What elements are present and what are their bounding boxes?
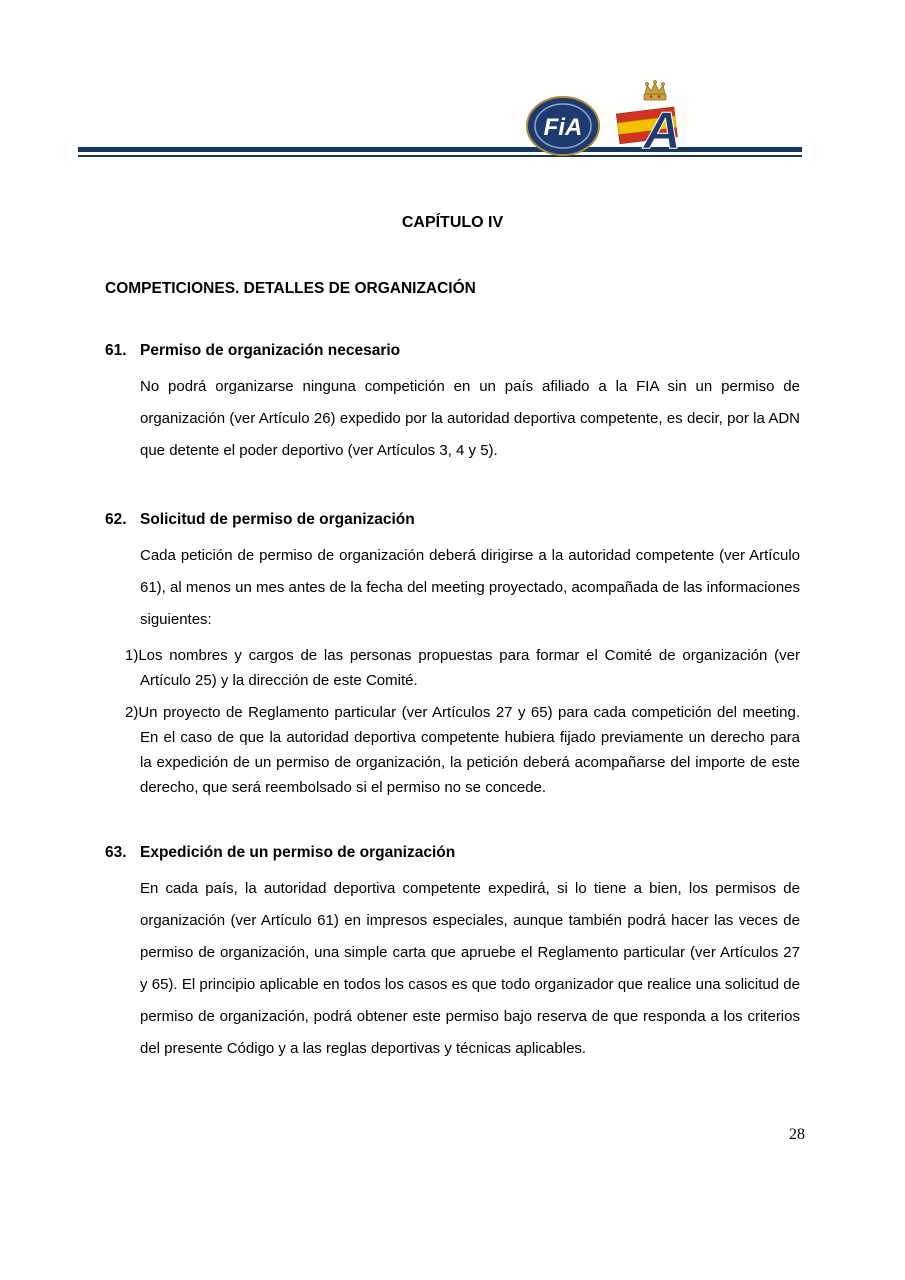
document-body [0,214,905,1065]
article-heading [105,342,800,360]
chapter-title: CAPÍTULO IV [401,214,504,231]
article-number: 62. [105,511,127,528]
article-title: Expedición de un permiso de organización [140,844,456,861]
list-item [125,700,800,800]
article-title: Solicitud de permiso de organización [140,511,415,528]
list-item-text: Los nombres y cargos de las personas propuestas para formar el Comité de organización (ver Artículo 25) y la dirección de este Comité. [138,647,800,689]
list-item-text: Un proyecto de Reglamento particular (ver Artículos 27 y 65) para cada competición del meeting. En el caso de que la autoridad deportiva competente hubiera fijado previamente un derecho para la expedición de un permiso de organización, la petición deberá acompañarse del importe de este derecho, que será reembolsado si el permiso no se concede. [138,704,800,796]
fia-logo-text: FiA [543,114,583,141]
rfeda-logo-letter: A [643,102,681,160]
article-paragraph: Cada petición de permiso de organización deberá dirigirse a la autoridad competente (ver Artículo 61), al menos un mes antes de la fecha del meeting proyectado, acompañada de las informaciones siguientes: [140,547,800,628]
article-paragraph: En cada país, la autoridad deportiva competente expedirá, si lo tiene a bien, los permisos de organización (ver Artículo 61) en impresos especiales, aunque también podrá hacer las veces de permiso de organización, una simple carta que apruebe el Reglamento particular (ver Artículos 27 y 65). El principio aplicable en todos los casos es que todo organizador que realice una solicitud de permiso de organización, podrá obtener este permiso bajo reserva de que responda a los criterios del presente Código y a las reglas deportivas y técnicas aplicables. [140,880,800,1057]
section-heading: COMPETICIONES. DETALLES DE ORGANIZACIÓN [105,280,476,297]
article-number: 63. [105,844,127,861]
article-61 [105,342,800,467]
list-item [125,643,800,693]
list-marker: 2) [125,704,139,721]
article-number: 61. [105,342,127,359]
page-number: 28 [789,1126,805,1143]
article-62 [105,511,800,800]
article-heading [105,844,800,862]
article-paragraph: No podrá organizarse ninguna competición en un país afiliado a la FIA sin un permiso de organización (ver Artículo 26) expedido por la autoridad deportiva competente, es decir, por la ADN que detente el poder deportivo (ver Artículos 3, 4 y 5). [140,378,800,459]
crown-icon [644,80,666,100]
article-title: Permiso de organización necesario [140,342,401,359]
article-heading [105,511,800,529]
list-marker: 1) [125,647,139,664]
document-header [0,0,905,166]
fia-logo [525,94,601,163]
article-63 [105,844,800,1065]
rfeda-logo [610,78,696,169]
